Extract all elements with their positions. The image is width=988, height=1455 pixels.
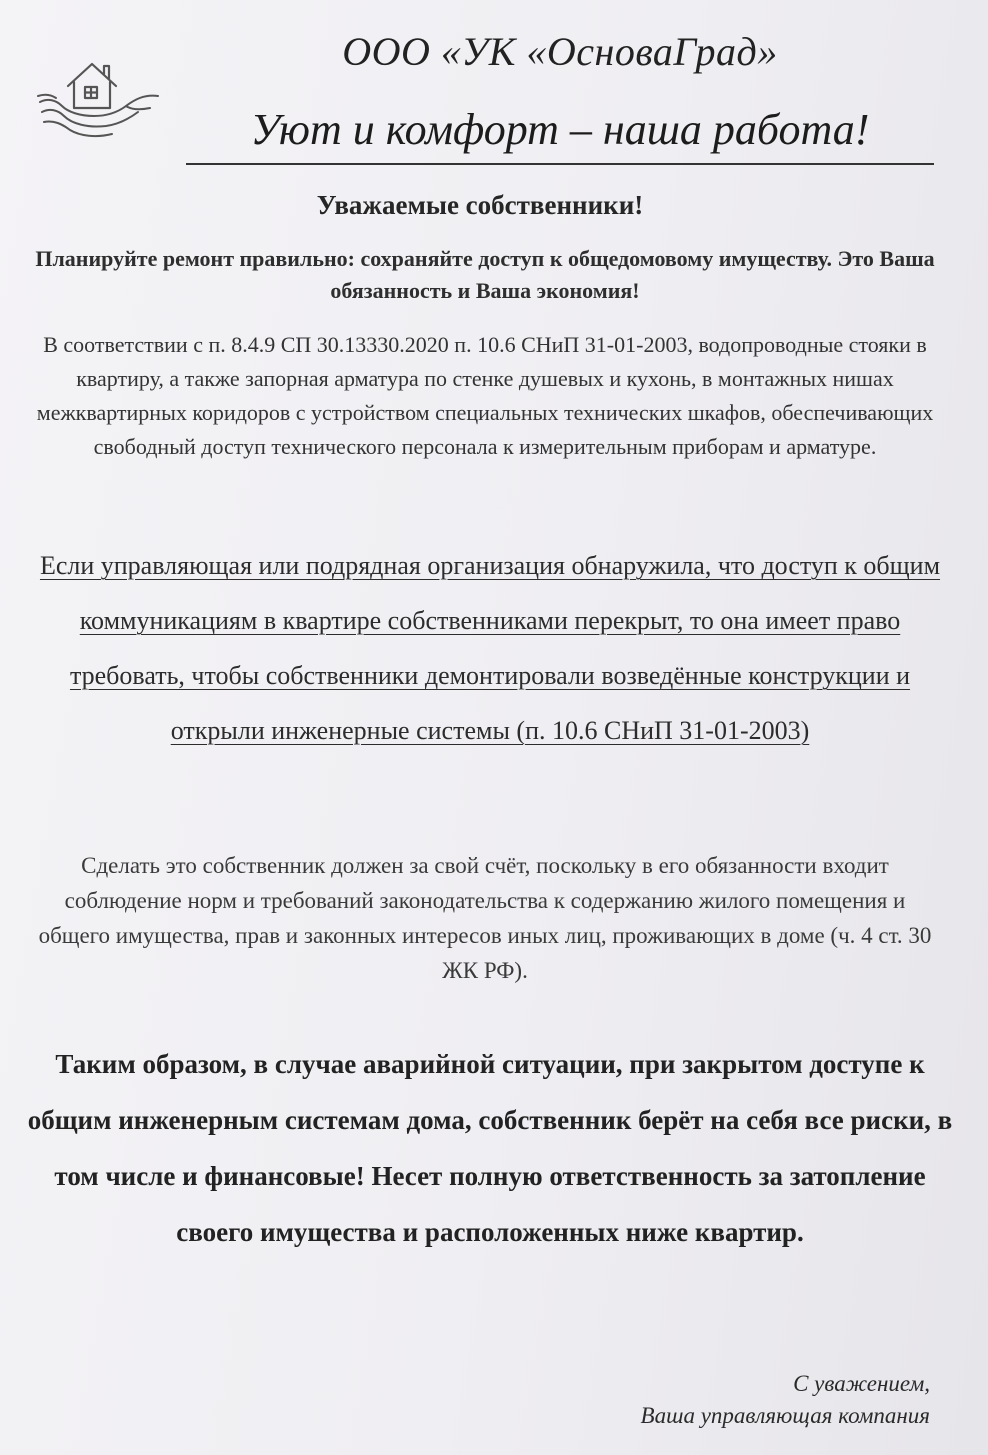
notice-paragraph-owner-costs: Сделать это собственник должен за свой счёт, поскольку в его обязанности входит соблюдение норм и требований законодательства к содержанию жилого помещения и общего имущества, прав и законных интересов иных лиц, проживающих в доме (ч. 4 ст. 30 ЖК РФ). [38, 853, 932, 983]
signature-line-2: Ваша управляющая компания [640, 1403, 930, 1428]
notice-paragraph-regulation: В соответствии с п. 8.4.9 СП 30.13330.2020 п. 10.6 СНиП 31-01-2003, водопроводные стояки в квартиру, а также запорная арматура по стенке душевых и кухонь, в монтажных нишах межквартирных коридоров с устройством специальных технических шкафов, обеспечивающих свободный доступ технического персонала к измерительным приборам и арматуре. [36, 332, 934, 459]
house-in-hand-icon [34, 52, 164, 142]
header-divider [186, 163, 934, 165]
company-name: ООО «УК «ОсноваГрад» [342, 29, 778, 74]
company-slogan: Уют и комфорт – наша работа! [250, 105, 870, 154]
signature-line-1: С уважением, [793, 1371, 930, 1396]
notice-warning: Таким образом, в случае аварийной ситуации, при закрытом доступе к общим инженерным системам дома, собственник берёт на себя все риски, в том числе и финансовые! Несет полную ответственность за затопление своего имущества и расположенных ниже квартир. [27, 1049, 953, 1247]
notice-greeting: Уважаемые собственники! [316, 190, 644, 220]
notice-lead: Планируйте ремонт правильно: сохраняйте доступ к общедомовому имуществу. Это Ваша обязанность и Ваша экономия! [35, 246, 935, 303]
signature-block [641, 1368, 930, 1432]
underlined-text: Если управляющая или подрядная организация обнаружила, что доступ к общим коммуникациям в квартире собственниками перекрыт, то она имеет право требовать, чтобы собственники демонтировали возведённые конструкции и открыли инженерные системы (п. 10.6 СНиП 31-01-2003) [39, 551, 941, 745]
notice-paragraph-underlined [20, 538, 960, 758]
